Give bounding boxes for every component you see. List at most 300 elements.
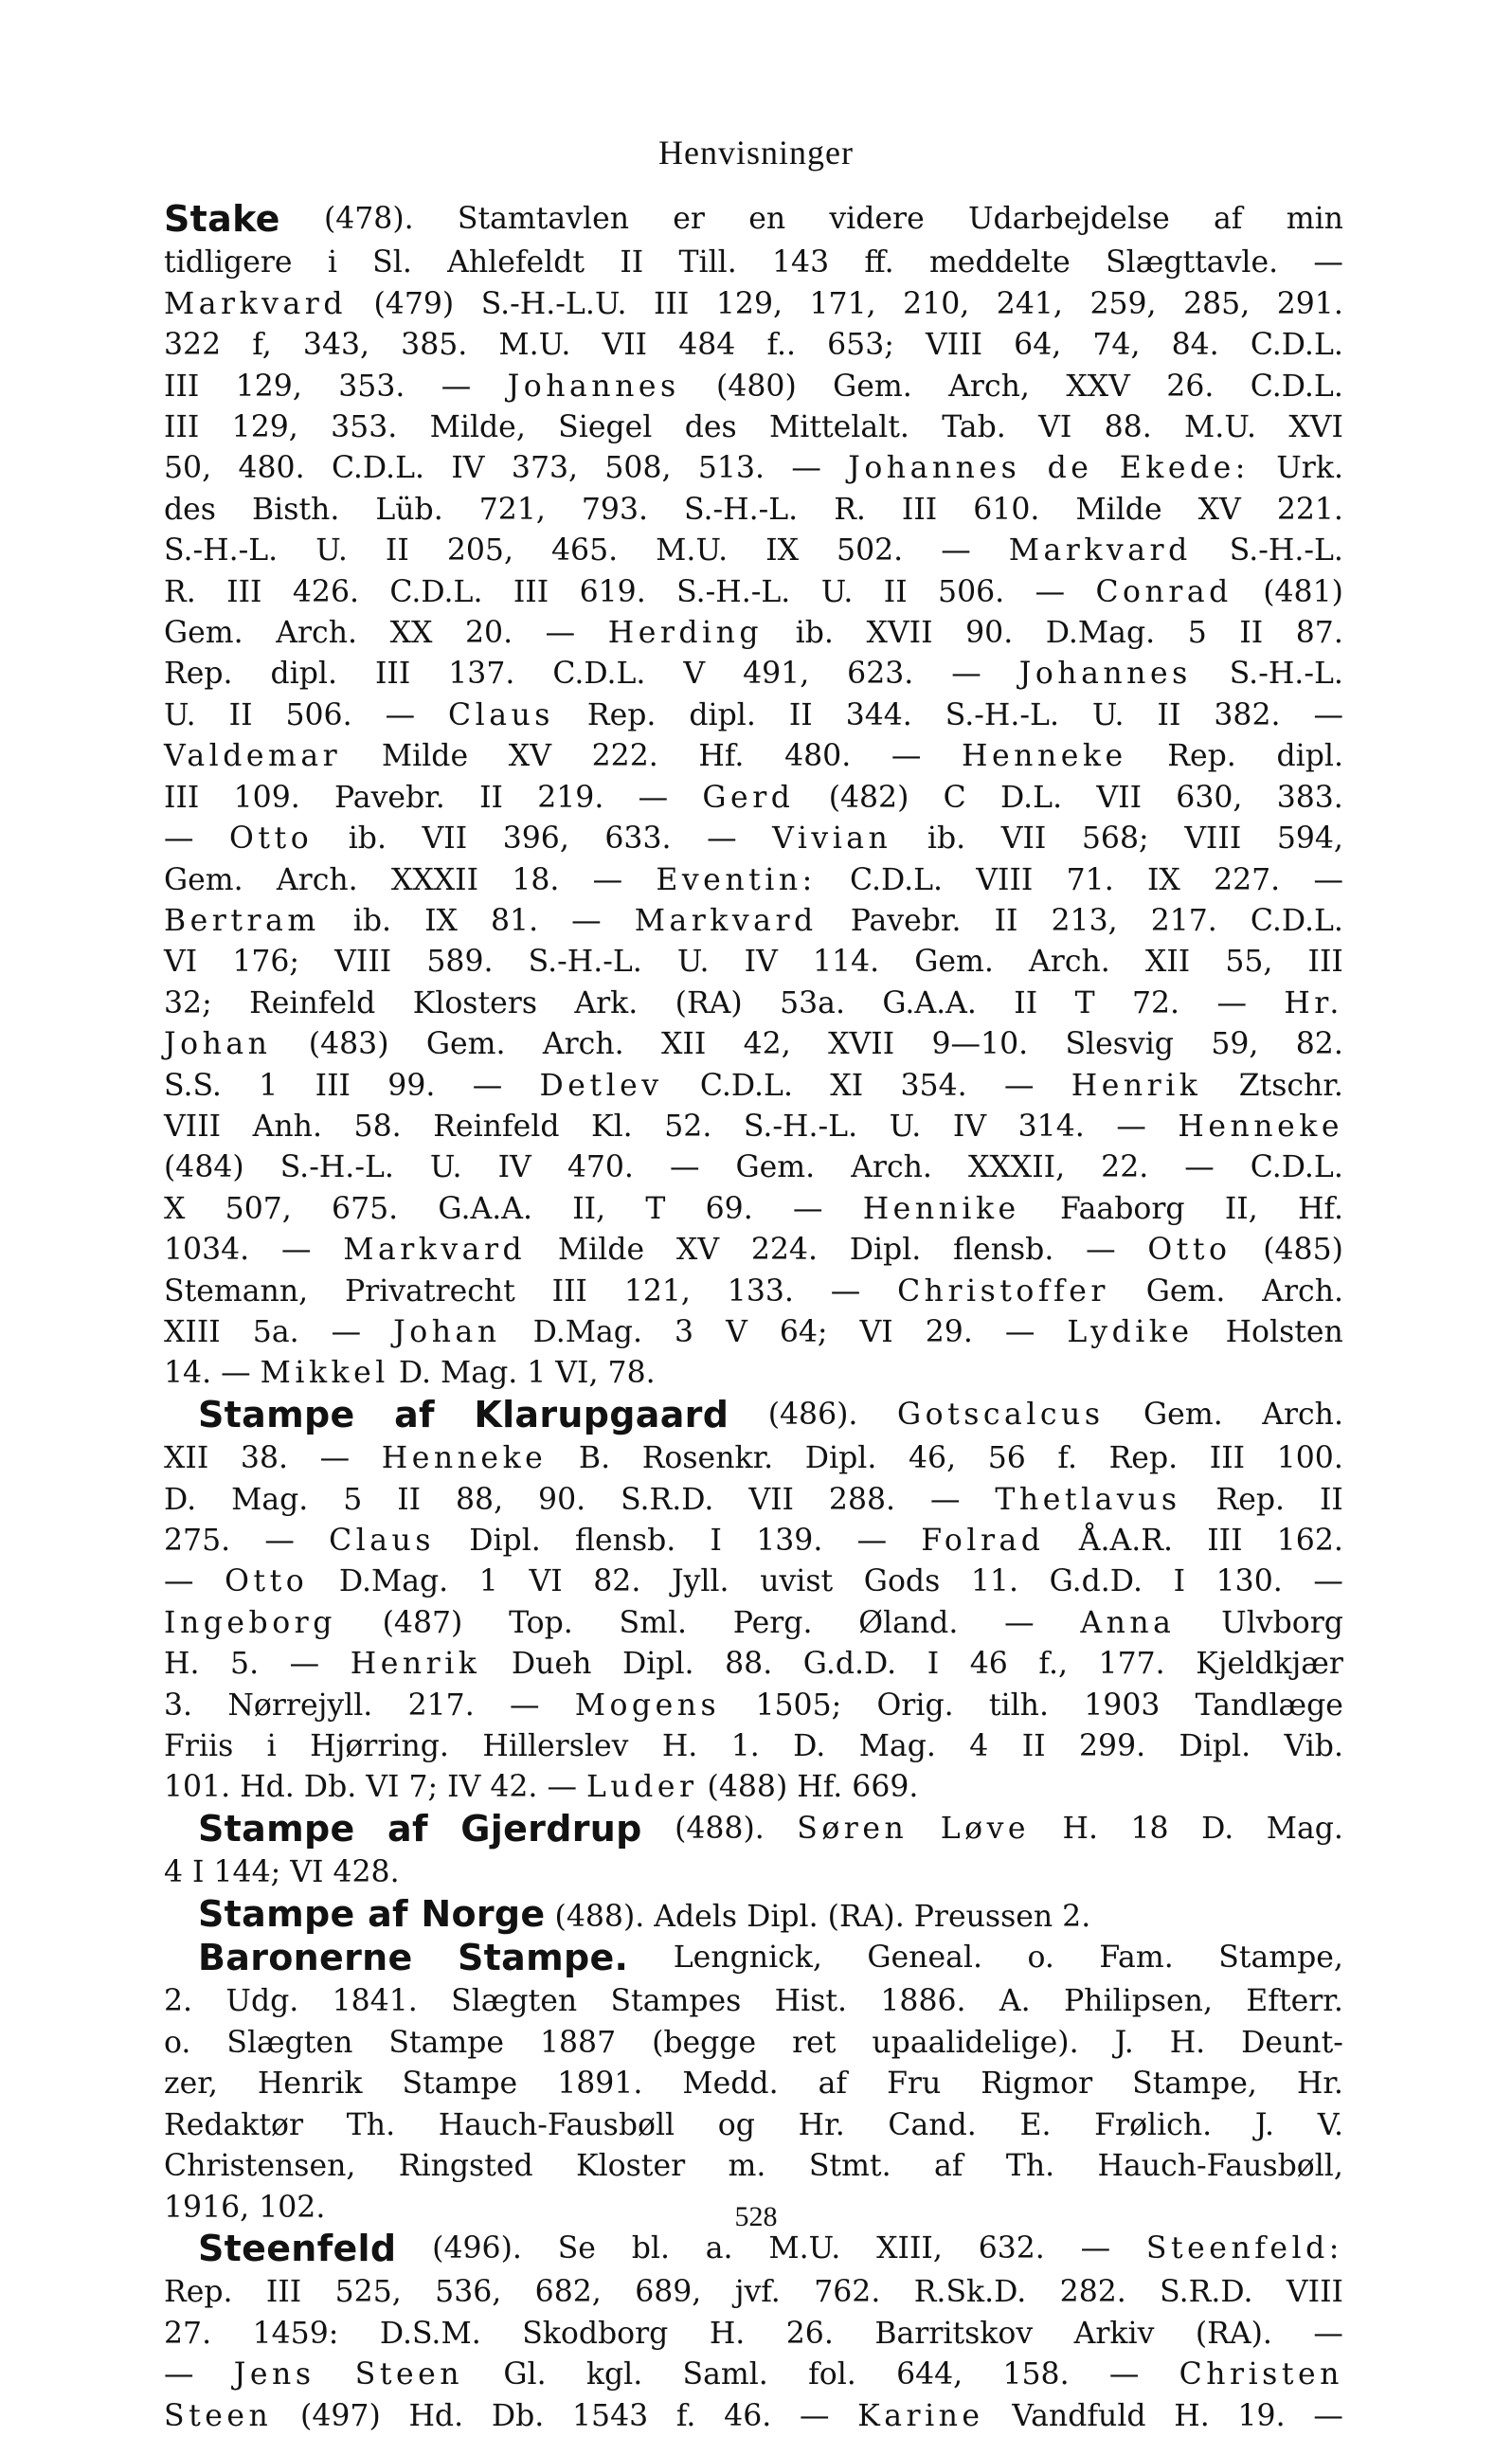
text-segment: — (951, 657, 981, 692)
word (164, 2146, 355, 2187)
word (435, 2272, 501, 2313)
text-segment: Udg. (225, 1984, 299, 2019)
word (1216, 1561, 1283, 1602)
text-segment: III (551, 1273, 587, 1309)
word (1230, 654, 1343, 695)
word (927, 1644, 939, 1685)
word (867, 1938, 982, 1981)
word (164, 1189, 185, 1230)
text-segment: U. (676, 945, 710, 980)
word (1092, 325, 1140, 366)
text-segment: f. (1057, 1441, 1077, 1476)
word (813, 942, 879, 983)
word (234, 778, 300, 819)
text-segment: 46 (969, 1647, 1008, 1682)
text-segment: Gem. (1143, 1397, 1223, 1432)
text-segment: D.L. (1000, 780, 1063, 815)
text-segment: Hauch-Fausbøll, (1097, 2149, 1343, 2184)
text-segment: III (226, 574, 262, 609)
text-segment: IX (765, 533, 800, 569)
text-segment: — (1116, 1109, 1146, 1144)
word (945, 695, 1059, 736)
text-line (164, 2314, 1343, 2355)
word (979, 2229, 1045, 2272)
text-segment: (484) (164, 1150, 244, 1185)
word (1287, 2272, 1343, 2313)
text-segment: 568; (1081, 821, 1149, 857)
text-line (164, 984, 1343, 1024)
text-segment: 343, (302, 328, 370, 363)
text-segment: i (266, 1729, 277, 1764)
word (682, 2064, 778, 2104)
text-segment: ff. (864, 245, 894, 280)
text-segment: Stampe, (1132, 2067, 1257, 2102)
word (897, 1395, 1105, 1438)
word (375, 490, 442, 531)
word (389, 572, 482, 613)
word (439, 2105, 675, 2146)
word (456, 1480, 503, 1521)
text-segment: Stamtavlen (457, 202, 630, 236)
word (1000, 778, 1062, 819)
word (426, 1024, 506, 1065)
text-segment: Kloster (576, 2149, 686, 2184)
word (864, 243, 893, 283)
text-segment: — (331, 1314, 362, 1349)
text-line (164, 613, 1343, 654)
text-segment: — (164, 2357, 194, 2392)
word (654, 284, 689, 325)
word (1313, 1561, 1343, 1602)
word (388, 2023, 504, 2064)
word (1297, 2064, 1343, 2104)
text-segment: 682, (534, 2275, 602, 2310)
text-segment: Arch. (276, 862, 358, 897)
text-segment: VI (1038, 410, 1072, 445)
word (1002, 2355, 1069, 2395)
text-segment: M.U. (768, 2230, 841, 2266)
text-segment: Lengnick, (673, 1941, 822, 1976)
word (1267, 1809, 1343, 1852)
word (391, 860, 478, 901)
text-segment: Medd. (682, 2067, 779, 2102)
text-segment: 158. (1002, 2357, 1070, 2392)
text-segment: 382. (1214, 697, 1281, 732)
word (320, 1438, 351, 1479)
text-segment: 29. (925, 1314, 973, 1349)
word (664, 1107, 711, 1147)
word (1184, 407, 1256, 448)
word (164, 572, 196, 613)
text-line (164, 1189, 1343, 1230)
word (383, 1603, 463, 1644)
text-segment: 299. (1079, 1729, 1146, 1764)
word (1287, 199, 1343, 243)
text-segment: 502. (837, 533, 904, 569)
text-segment: 383. (1276, 780, 1343, 815)
text-segment: dipl. (270, 657, 337, 692)
word (656, 860, 816, 901)
text-segment: Gem. (164, 616, 243, 651)
word (1074, 2314, 1155, 2355)
text-segment: 171, (809, 286, 876, 321)
text-segment: IV (451, 451, 485, 486)
text-segment: II (994, 903, 1018, 938)
word (953, 1230, 1053, 1271)
text-segment: II (883, 574, 908, 609)
text-segment: H. (661, 1729, 698, 1764)
word (492, 2396, 544, 2437)
word (976, 860, 1033, 901)
person-name: Henneke (381, 1441, 548, 1476)
word (1060, 1189, 1185, 1230)
text-segment: Rep. (1167, 739, 1236, 774)
word (903, 284, 969, 325)
person-name: Conrad (1095, 574, 1233, 609)
word (164, 448, 211, 489)
word (837, 531, 903, 571)
text-line (164, 325, 1343, 366)
word (1239, 613, 1263, 654)
word (792, 2023, 836, 2064)
text-segment: 2. (164, 1984, 193, 2019)
word (1005, 1312, 1035, 1353)
text-segment: D. (793, 1729, 826, 1764)
text-segment: U. (429, 1150, 462, 1185)
word (1170, 2023, 1205, 2064)
word (1147, 860, 1180, 901)
text-segment: I (710, 1524, 722, 1558)
text-segment: Arch. (1262, 1273, 1343, 1309)
word (1262, 1272, 1343, 1312)
word (1094, 2105, 1212, 2146)
word (951, 654, 981, 695)
text-segment: Th. (346, 2107, 396, 2142)
word (164, 407, 199, 448)
word (264, 1521, 295, 1561)
word (884, 572, 908, 613)
running-header: Henvisninger (658, 134, 854, 171)
text-segment: (485) (1263, 1233, 1343, 1268)
text-line (164, 367, 1343, 407)
person-name: Vivian (772, 821, 892, 857)
word (1146, 1272, 1226, 1312)
person-name: Ingeborg (164, 1605, 336, 1640)
person-name: Johannes (1018, 657, 1192, 692)
text-segment: G.d.D. (1049, 1564, 1143, 1599)
word (558, 2229, 596, 2272)
word (399, 2146, 533, 2187)
word (1035, 572, 1066, 613)
text-segment: 74, (1092, 328, 1141, 363)
text-segment: 82. (1295, 1027, 1343, 1062)
word (718, 2105, 755, 2146)
text-segment: — (929, 1482, 961, 1517)
word (1004, 1603, 1035, 1644)
word (850, 860, 943, 901)
text-segment: 19. (1237, 2398, 1286, 2433)
word (1230, 531, 1343, 571)
text-segment: 426. (292, 574, 359, 609)
text-segment: 64; (779, 1314, 828, 1349)
text-segment: Holsten (1225, 1314, 1343, 1349)
word (772, 243, 829, 283)
text-segment: 689, (635, 2275, 702, 2310)
word (735, 2272, 781, 2313)
text-segment: III (265, 2275, 302, 2310)
word (827, 325, 894, 366)
text-segment: J. (1254, 2107, 1275, 2142)
person-name: Detlev (539, 1068, 663, 1103)
word (397, 1480, 421, 1521)
text-segment: f., (1038, 1647, 1068, 1682)
text-segment: Mag. (231, 1482, 309, 1517)
text-line (164, 1066, 1343, 1107)
text-segment: Perg. (732, 1605, 813, 1640)
text-segment: 38. (240, 1441, 289, 1476)
text-segment: 353. (331, 410, 398, 445)
word (579, 1438, 610, 1479)
word (529, 1561, 562, 1602)
word (1029, 942, 1110, 983)
text-segment: G.d.D. (802, 1647, 897, 1682)
text-segment: III (1307, 945, 1343, 980)
word (800, 2396, 830, 2437)
word (328, 243, 337, 283)
person-name: Hennike (862, 1191, 1020, 1226)
word (164, 1024, 271, 1065)
text-segment: og (717, 2107, 755, 2142)
text-segment: (497) (300, 2398, 381, 2433)
word (229, 819, 313, 859)
word (1075, 490, 1161, 531)
word (329, 1521, 435, 1561)
person-name: Valdemar (164, 739, 342, 774)
text-segment: H. (709, 2316, 746, 2351)
word (303, 325, 369, 366)
person-name: Løve (940, 1811, 1031, 1846)
word (575, 1521, 675, 1561)
word (426, 942, 493, 983)
word (164, 1272, 308, 1312)
text-segment: 675. (332, 1191, 399, 1226)
text-segment: 69. (705, 1191, 753, 1226)
text-segment: 176; (232, 945, 300, 980)
text-segment: Hillerslev (482, 1729, 629, 1764)
word (529, 942, 642, 983)
word (164, 1147, 244, 1188)
text-segment: Lüb. (375, 492, 443, 527)
word (394, 1395, 435, 1438)
word (458, 199, 629, 243)
word (252, 325, 272, 366)
word (791, 448, 821, 489)
word (571, 901, 602, 942)
text-segment: Gem. (914, 945, 994, 980)
text-segment: videre (829, 202, 925, 236)
person-name: Søren (797, 1811, 909, 1846)
text-segment: XV (1197, 492, 1241, 527)
person-name: Markvard (634, 903, 818, 938)
word (1101, 1147, 1148, 1188)
word (1004, 1066, 1035, 1107)
text-segment: Arch. (851, 1150, 932, 1185)
text-segment: (488) Hf. 669. (697, 1770, 919, 1805)
word (271, 654, 338, 695)
word (1277, 284, 1343, 325)
word (498, 325, 570, 366)
text-line (164, 1852, 1343, 1893)
word (510, 1686, 540, 1726)
word (1251, 367, 1343, 407)
word (293, 572, 359, 613)
text-segment: III (1209, 1441, 1246, 1476)
text-segment: 217. (1150, 903, 1217, 938)
text-line (164, 448, 1343, 489)
text-segment: dipl. (689, 697, 756, 732)
word (1184, 1147, 1215, 1188)
text-segment: VII (1000, 821, 1047, 857)
word (934, 2146, 963, 2187)
word (1065, 1024, 1174, 1065)
word (572, 1189, 605, 1230)
word (851, 901, 962, 942)
word (810, 284, 876, 325)
text-segment: Stampes (610, 1984, 742, 2019)
text-segment: Jyll. (671, 1564, 729, 1599)
word (1046, 613, 1155, 654)
text-line (164, 284, 1343, 325)
word (593, 1561, 640, 1602)
text-segment: — (941, 533, 971, 569)
text-segment: Anh. (252, 1109, 322, 1144)
word (676, 1230, 719, 1271)
text-segment: 88. (725, 1647, 773, 1682)
word (678, 243, 736, 283)
word (372, 243, 412, 283)
word (232, 407, 298, 448)
word (1086, 1230, 1116, 1271)
word (1277, 1438, 1343, 1479)
word (164, 736, 341, 777)
text-segment: Gem. (833, 369, 912, 404)
text-segment: 1887 (539, 2025, 617, 2060)
word (834, 490, 866, 531)
word (258, 2064, 363, 2104)
text-segment: Frølich. (1094, 2107, 1213, 2142)
word (926, 1312, 973, 1353)
text-segment: XVII (828, 1027, 895, 1062)
text-segment: des (684, 410, 737, 445)
text-segment: 385. (401, 328, 468, 363)
word (479, 1561, 498, 1602)
word (1109, 2355, 1140, 2395)
word (1131, 1809, 1169, 1852)
word (851, 1147, 932, 1188)
person-name: Johannes (507, 369, 680, 404)
text-segment: VI (529, 1564, 563, 1599)
text-segment: Dipl. (804, 1441, 877, 1476)
word (551, 531, 618, 571)
text-segment: 222. (591, 739, 658, 774)
text-segment: a. (705, 2230, 733, 2266)
word (864, 1561, 940, 1602)
word (1188, 613, 1207, 654)
text-segment: — (638, 780, 669, 815)
word (645, 1189, 665, 1230)
word (413, 984, 537, 1024)
word (1172, 325, 1219, 366)
word (231, 1480, 308, 1521)
text-segment: Efterr. (1246, 1984, 1343, 2019)
person-name: Gotscalcus (896, 1397, 1105, 1432)
text-line (164, 2272, 1343, 2313)
person-name: Bertram (164, 903, 320, 938)
text-segment: T (645, 1191, 666, 1226)
word (300, 2396, 381, 2437)
text-line (164, 2105, 1343, 2146)
text-segment: 344. (845, 697, 912, 732)
word (1251, 1147, 1343, 1188)
word (620, 243, 643, 283)
text-segment: 508, (604, 451, 672, 486)
text-segment: VIII (1184, 821, 1242, 857)
text-line (164, 1644, 1343, 1685)
word (1105, 407, 1152, 448)
text-segment: S.-H.-L. (684, 492, 799, 527)
word (1284, 984, 1343, 1024)
word (1277, 490, 1343, 531)
text-line (164, 1981, 1343, 2022)
word (164, 1438, 208, 1479)
word (1196, 1686, 1343, 1726)
text-segment: C.D.L. (1250, 1150, 1343, 1185)
text-segment: VII (422, 821, 468, 857)
person-name: Henneke (1178, 1109, 1343, 1144)
text-segment: IX (424, 903, 458, 938)
word (858, 1603, 958, 1644)
text-segment: 3 (675, 1314, 694, 1349)
word (942, 407, 1006, 448)
text-segment: — (1004, 1314, 1035, 1349)
word (948, 367, 1030, 407)
text-segment: 46, (909, 1441, 957, 1476)
text-segment: 87. (1295, 616, 1343, 651)
text-line (164, 1561, 1343, 1602)
text-segment: C.D.L. (1250, 903, 1343, 938)
text-segment: XI (830, 1068, 864, 1103)
word (343, 1480, 362, 1521)
text-line (164, 572, 1343, 613)
text-segment: 82. (593, 1564, 641, 1599)
text-line (164, 243, 1343, 283)
text-segment: III (1207, 1524, 1243, 1558)
word (433, 1107, 559, 1147)
text-segment: 26. (785, 2316, 834, 2351)
word (929, 243, 1071, 283)
word (543, 1024, 624, 1065)
word (164, 901, 320, 942)
word (1296, 613, 1343, 654)
text-segment: (481) (1263, 574, 1343, 609)
text-segment: S.-H.-L. (1229, 533, 1343, 569)
word (642, 1438, 773, 1479)
text-segment: — (830, 1273, 861, 1309)
word (491, 901, 538, 942)
word (678, 325, 735, 366)
word (702, 778, 794, 819)
text-segment: Rep. (164, 657, 233, 692)
